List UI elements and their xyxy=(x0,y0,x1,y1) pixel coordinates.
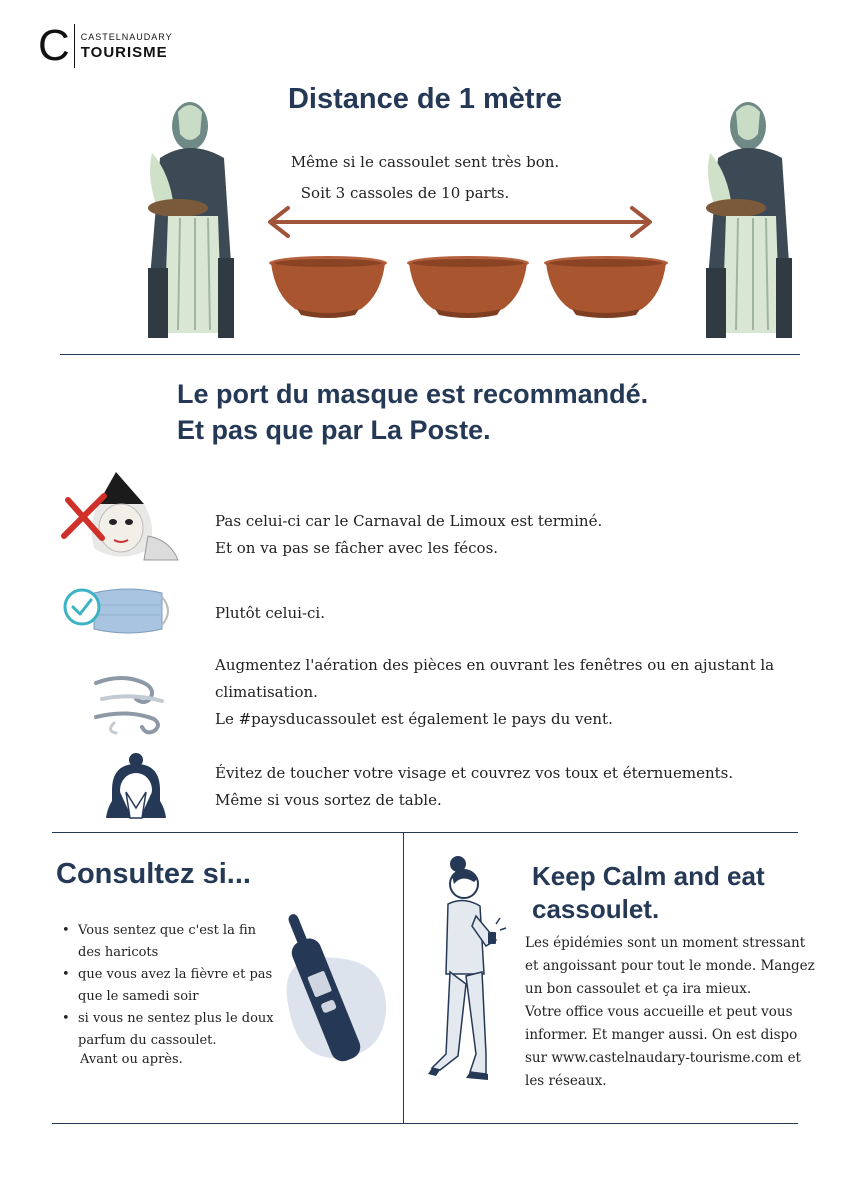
consult-item-line: • que vous avez la fièvre et pas xyxy=(78,967,273,982)
consult-item-line: que le samedi soir xyxy=(78,989,199,1004)
tip-face-text xyxy=(215,760,815,814)
calm-text-line: Les épidémies sont un moment stressant xyxy=(525,935,806,951)
distance-line-2: Soit 3 cassoles de 10 parts. xyxy=(300,184,510,202)
cassole-2-illustration xyxy=(405,255,531,319)
tip-line: Plutôt celui-ci. xyxy=(215,604,325,622)
consult-item-line: des haricots xyxy=(78,945,159,960)
pierrot-mask-icon xyxy=(58,466,182,564)
mask-title-line-1: Le port du masque est recommandé. xyxy=(177,379,649,409)
consult-list xyxy=(62,920,292,1052)
wind-icon xyxy=(92,665,168,735)
consult-item xyxy=(62,964,292,1008)
statue-right-illustration xyxy=(698,98,798,343)
tip-line: Le #paysducassoulet est également le pays du vent. xyxy=(215,710,613,728)
calm-title-line-2: cassoulet. xyxy=(532,894,660,924)
tip-line: Et on va pas se fâcher avec les fécos. xyxy=(215,539,499,557)
divider-vertical xyxy=(403,832,404,1124)
calm-text-line: Votre office vous accueille et peut vous xyxy=(525,1004,793,1020)
tip-line: Pas celui-ci car le Carnaval de Limoux est terminé. xyxy=(215,512,603,530)
divider-bottom xyxy=(52,1123,798,1124)
logo xyxy=(38,22,173,70)
cassole-1-illustration xyxy=(267,255,389,319)
calm-title-line-1: Keep Calm and eat xyxy=(532,861,765,891)
logo-divider xyxy=(74,24,75,68)
consult-item xyxy=(62,1008,292,1052)
tip-line: Même si vous sortez de table. xyxy=(215,791,442,809)
logo-small-text: CASTELNAUDARY xyxy=(80,31,173,42)
calm-text-line: un bon cassoulet et ça ira mieux. xyxy=(525,981,752,997)
tip-mask-text xyxy=(215,600,815,627)
logo-big-text: TOURISME xyxy=(80,43,168,61)
calm-text-line: sur www.castelnaudary-tourisme.com et xyxy=(525,1050,801,1066)
divider-middle xyxy=(52,832,798,833)
tip-line: Évitez de toucher votre visage et couvrez vos toux et éternuements. xyxy=(215,764,734,782)
consult-item-line: • si vous ne sentez plus le doux xyxy=(78,1011,274,1026)
mask-title xyxy=(177,376,817,448)
tip-aeration-text xyxy=(215,652,815,733)
calm-text-line: et angoissant pour tout le monde. Mangez xyxy=(525,958,815,974)
person-with-phone-illustration xyxy=(426,854,522,1084)
distance-title: Distance de 1 mètre xyxy=(287,83,562,115)
consult-item-line: • Vous sentez que c'est la fin xyxy=(78,923,257,938)
calm-text-line: les réseaux. xyxy=(525,1073,607,1089)
double-arrow-icon xyxy=(262,204,658,240)
calm-text-line: informer. Et manger aussi. On est dispo xyxy=(525,1027,798,1043)
statue-left-illustration xyxy=(140,98,240,343)
mask-title-line-2: Et pas que par La Poste. xyxy=(177,415,491,445)
consult-title: Consultez si... xyxy=(56,858,251,890)
logo-text xyxy=(81,32,173,61)
face-covering-icon xyxy=(102,752,170,820)
logo-letter: C xyxy=(38,21,70,70)
tip-carnival-text xyxy=(215,508,815,562)
tip-line: climatisation. xyxy=(215,683,318,701)
divider-top xyxy=(60,354,800,355)
consult-extra: Avant ou après. xyxy=(80,1052,183,1067)
tip-line: Augmentez l'aération des pièces en ouvrant les fenêtres ou en ajustant la xyxy=(215,656,775,674)
consult-item xyxy=(62,920,292,964)
consult-item-line: parfum du cassoulet. xyxy=(78,1033,217,1048)
surgical-mask-icon xyxy=(60,583,176,639)
calm-text xyxy=(525,932,825,1093)
cassole-3-illustration xyxy=(542,255,670,319)
calm-title xyxy=(532,860,822,926)
distance-line-1: Même si le cassoulet sent très bon. xyxy=(290,153,560,171)
